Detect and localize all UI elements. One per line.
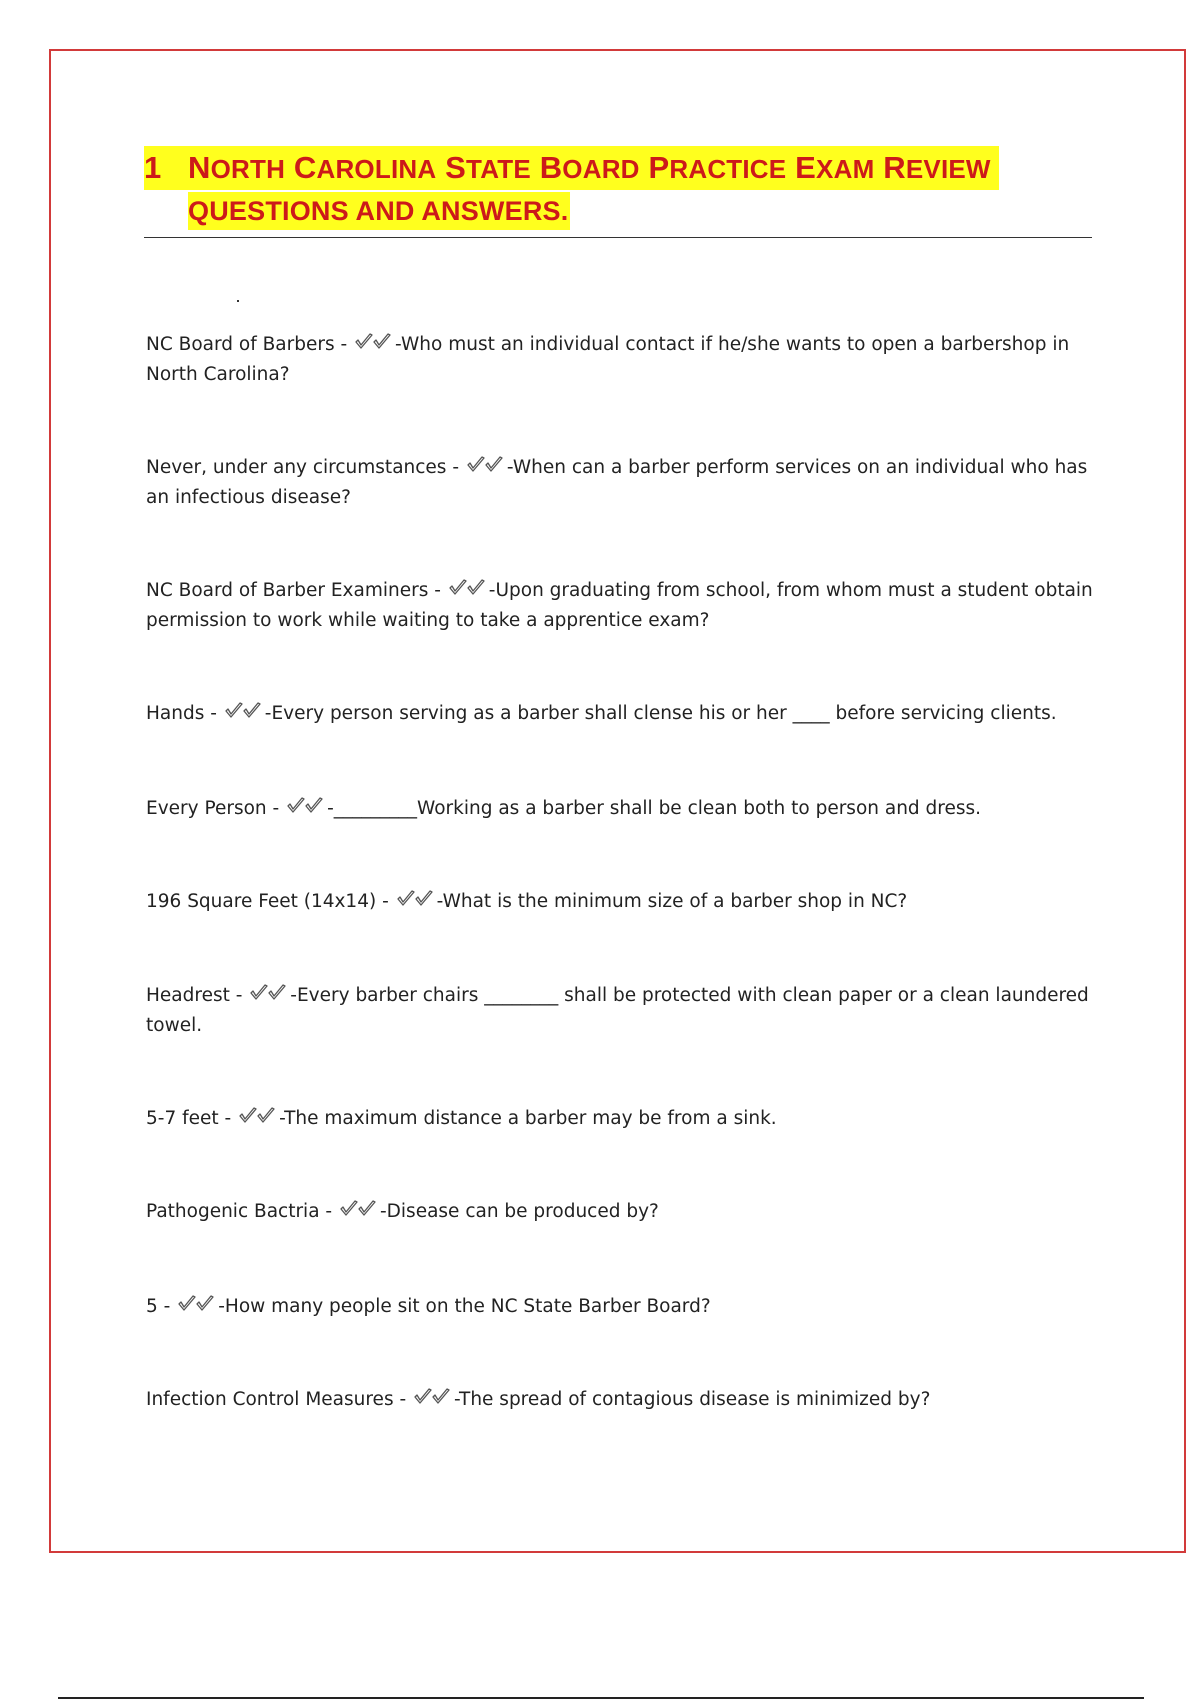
double-check-icon	[177, 1294, 217, 1314]
qa-question: The maximum distance a barber may be from a sink.	[284, 1108, 777, 1129]
double-check-icon	[448, 578, 488, 598]
footer-rule	[58, 1697, 1144, 1699]
title-word: CAROLINA	[293, 150, 437, 185]
qa-item: NC Board of Barber Examiners - -Upon graduating from school, from whom must a student obtain permission to work while waiting to take a apprentice exam?	[146, 580, 1093, 631]
qa-answer: NC Board of Barbers	[146, 334, 335, 355]
qa-question: Every barber chairs ________ shall be protected with clean paper or a clean laundered towel.	[146, 985, 1089, 1036]
qa-answer: 5-7 feet	[146, 1108, 219, 1129]
qa-question: _________Working as a barber shall be clean both to person and dress.	[333, 798, 982, 819]
qa-question: When can a barber perform services on an individual who has an infectious disease?	[146, 457, 1088, 508]
qa-item: Pathogenic Bactria - -Disease can be produced by?	[146, 1201, 659, 1222]
qa-item: Never, under any circumstances - -When can a barber perform services on an individual who has an infectious disease?	[146, 457, 1088, 508]
qa-item: 5-7 feet - -The maximum distance a barber may be from a sink.	[146, 1108, 777, 1129]
qa-answer: NC Board of Barber Examiners	[146, 580, 429, 601]
double-check-icon	[413, 1387, 453, 1407]
qa-question: Every person serving as a barber shall clense his or her ____ before servicing clients.	[271, 703, 1057, 724]
qa-item: Every Person - -_________Working as a barber shall be clean both to person and dress.	[146, 798, 982, 819]
qa-answer: Every Person	[146, 798, 267, 819]
qa-item: Headrest - -Every barber chairs ________ shall be protected with clean paper or a clean laundered towel.	[146, 985, 1089, 1036]
qa-item: 5 - -How many people sit on the NC State Barber Board?	[146, 1296, 711, 1317]
qa-answer: Never, under any circumstances	[146, 457, 447, 478]
double-check-icon	[249, 983, 289, 1003]
title-word: NORTH	[188, 150, 286, 185]
double-check-icon	[354, 332, 394, 352]
title-word: STATE	[445, 150, 531, 185]
qa-question: Upon graduating from school, from whom must a student obtain permission to work while waiting to take a apprentice exam?	[146, 580, 1093, 631]
double-check-icon	[396, 889, 436, 909]
qa-question: How many people sit on the NC State Barber Board?	[224, 1296, 711, 1317]
qa-question: Disease can be produced by?	[386, 1201, 659, 1222]
double-check-icon	[466, 455, 506, 475]
double-check-icon	[224, 701, 264, 721]
qa-answer: Hands	[146, 703, 205, 724]
title-word: PRACTICE	[648, 150, 787, 185]
title-line-2: QUESTIONS AND ANSWERS.	[188, 192, 570, 230]
double-check-icon	[238, 1106, 278, 1126]
qa-question: What is the minimum size of a barber shop in NC?	[442, 891, 908, 912]
qa-item: Infection Control Measures - -The spread of contagious disease is minimized by?	[146, 1389, 931, 1410]
double-check-icon	[339, 1199, 379, 1219]
qa-item: 196 Square Feet (14x14) - -What is the minimum size of a barber shop in NC?	[146, 891, 908, 912]
title-word: EXAM	[795, 150, 875, 185]
qa-question: The spread of contagious disease is minimized by?	[459, 1389, 931, 1410]
title-words	[188, 150, 991, 185]
title-word: BOARD	[539, 150, 640, 185]
qa-answer: 5	[146, 1296, 158, 1317]
qa-answer: Headrest	[146, 985, 230, 1006]
title-word: REVIEW	[883, 150, 991, 185]
qa-question: Who must an individual contact if he/she wants to open a barbershop in North Carolina?	[146, 334, 1070, 385]
qa-answer: Pathogenic Bactria	[146, 1201, 320, 1222]
qa-answer: Infection Control Measures	[146, 1389, 394, 1410]
qa-item: Hands - -Every person serving as a barber shall clense his or her ____ before servicing clients.	[146, 703, 1057, 724]
title-line-1	[144, 146, 999, 190]
stray-dot	[237, 300, 239, 302]
qa-answer: 196 Square Feet (14x14)	[146, 891, 377, 912]
qa-item: NC Board of Barbers - -Who must an individual contact if he/she wants to open a barbershop in North Carolina?	[146, 334, 1070, 385]
double-check-icon	[286, 796, 326, 816]
page-title	[144, 140, 1092, 238]
title-number: 1	[144, 150, 162, 185]
